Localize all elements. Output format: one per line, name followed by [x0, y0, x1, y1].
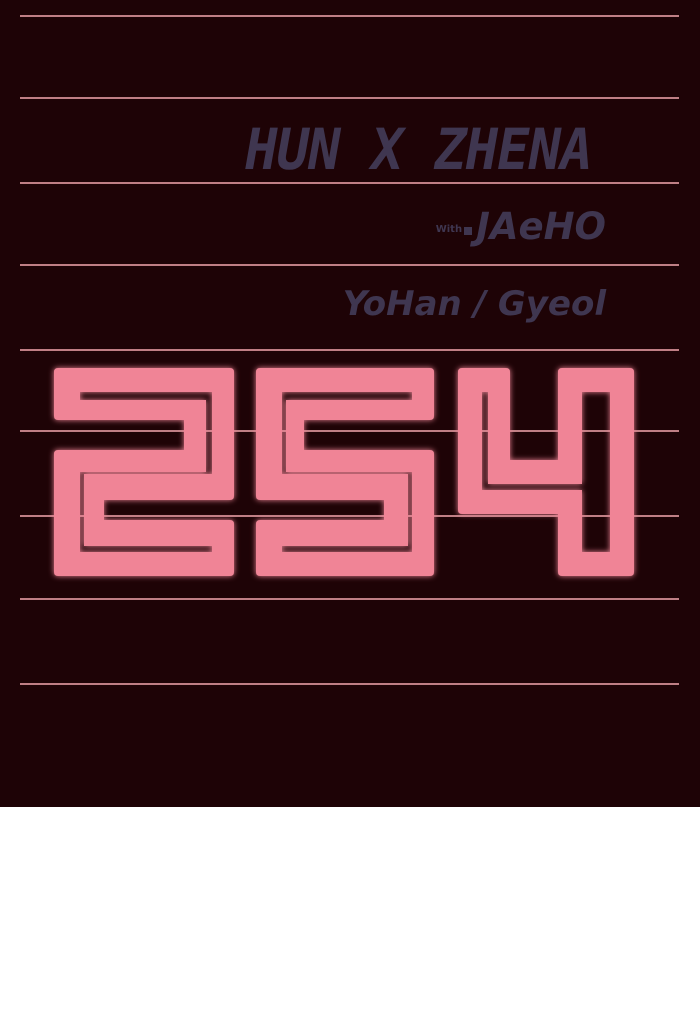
digit-2-shape — [54, 368, 234, 576]
subtitle: YoHan / Gyeol — [342, 284, 606, 324]
series-title: HUN X ZHENA — [239, 116, 598, 183]
digit-5-shape — [256, 368, 434, 576]
with-prefix: With — [435, 224, 463, 235]
digit-4-shape — [458, 368, 634, 576]
blank-area — [0, 807, 700, 1016]
with-name: JAeHO — [476, 205, 606, 248]
